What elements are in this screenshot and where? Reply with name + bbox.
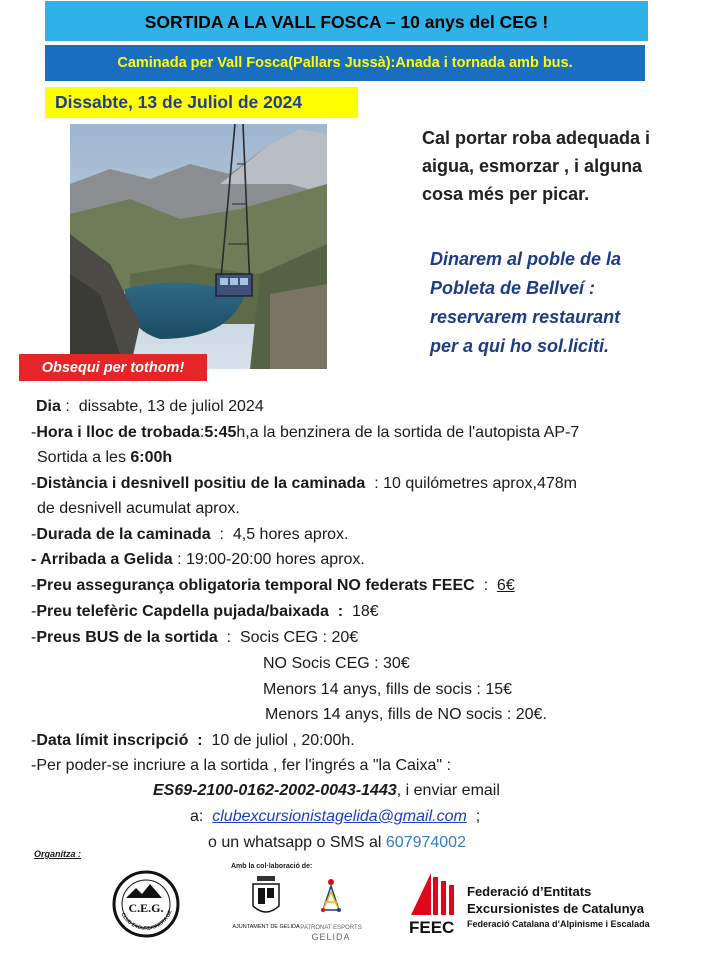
feec-line2: Excursionistes de Catalunya (467, 901, 645, 916)
email-suffix: , i enviar email (396, 782, 500, 799)
dia-value: dissabte, 13 de juliol 2024 (78, 398, 264, 415)
gelida-text: GELIDA (311, 932, 351, 942)
detail-sortida (37, 448, 172, 468)
bus-label: Preus BUS de la sortida (36, 629, 218, 646)
bring-line: aigua, esmorzar , i alguna (422, 156, 643, 176)
feec-line1: Federació d’Entitats (467, 884, 592, 899)
bus-price: NO Socis CEG : 30€ (263, 655, 410, 672)
sortida-time: 6:00h (130, 449, 173, 466)
detail-dia: Dia : dissabte, 13 de juliol 2024 (36, 398, 264, 415)
email-link[interactable]: clubexcursionistagelida@gmail.com (212, 808, 467, 825)
detail-durada: -Durada de la caminada : 4,5 hores aprox. (31, 526, 349, 543)
detail-limit: -Data límit inscripció : 10 de juliol , 20:00h. (31, 732, 355, 749)
detail-teleferic: -Preu telefèric Capdella pujada/baixada : 18€ (31, 603, 379, 620)
detail-distancia-2: de desnivell acumulat aprox. (37, 500, 240, 517)
cable-car-photo (70, 124, 327, 369)
hora-label: Hora i lloc de trobada (36, 424, 200, 441)
gift-banner: Obsequi per tothom! (19, 354, 207, 381)
detail-distancia: -Distància i desnivell positiu de la caminada : 10 quilómetres aprox,478m (31, 475, 577, 492)
bring-line: cosa més per picar. (422, 184, 590, 204)
teleferic-value: 18€ (352, 603, 379, 620)
organitza-label: Organitza : (34, 849, 82, 859)
lunch-line: Dinarem al poble de la (430, 249, 622, 269)
distancia-label: Distància i desnivell positiu de la caminada (36, 475, 366, 492)
collaboration-logos (227, 862, 367, 952)
lunch-line: reservarem restaurant (430, 307, 621, 327)
date-banner: Dissabte, 13 de Juliol de 2024 (45, 87, 358, 118)
detail-bus: -Preus BUS de la sortida : Socis CEG : 20€ (31, 629, 359, 646)
feec-logo (399, 859, 688, 947)
iban: ES69-2100-0162-2002-0043-1443 (153, 782, 397, 799)
hora-rest: h,a la benzinera de la sortida de l'autopista AP-7 (236, 424, 580, 441)
dia-label: Dia (36, 398, 61, 415)
bus-price: Menors 14 anys, fills de socis : 15€ (263, 681, 513, 698)
hora-time: 5:45 (204, 424, 237, 441)
detail-inscriure: -Per poder-se incriure a la sortida , fer l'ingrés a "la Caixa" : (31, 757, 451, 774)
phone-number[interactable]: 607974002 (385, 834, 466, 851)
durada-label: Durada de la caminada (36, 526, 211, 543)
limit-value: 10 de juliol , 20:00h. (211, 732, 355, 749)
feec-line3: Federació Catalana d’Alpinisme i Escalada (467, 919, 650, 929)
distancia-value: 10 quilómetres aprox,478m (383, 475, 577, 492)
lunch-line: Pobleta de Bellveí : (430, 278, 596, 298)
detail-hora: -Hora i lloc de trobada:5:45h,a la benzinera de la sortida de l'autopista AP-7 (31, 424, 580, 441)
detail-arribada: - Arribada a Gelida : 19:00-20:00 hores aprox. (31, 551, 365, 568)
bring-note (422, 124, 712, 208)
arribada-value: 19:00-20:00 hores aprox. (186, 551, 365, 568)
page-title: SORTIDA A LA VALL FOSCA – 10 anys del CEG ! (45, 1, 648, 41)
detail-whatsapp (208, 833, 466, 853)
feec-abbr: FEEC (409, 918, 455, 937)
sortida-text: Sortida a les (37, 449, 126, 466)
lunch-line: per a qui ho sol.liciti. (430, 336, 610, 356)
lunch-note (430, 245, 715, 361)
asseguranca-label: Preu assegurança obligatoria temporal NO federats FEEC (36, 577, 475, 594)
asseguranca-value: 6€ (496, 577, 515, 594)
arribada-label: - Arribada a Gelida (31, 551, 173, 568)
detail-email: a: clubexcursionistagelida@gmail.com ; (190, 808, 481, 825)
limit-label: Data límit inscripció (36, 732, 189, 749)
detail-iban (153, 781, 500, 801)
bring-line: Cal portar roba adequada i (422, 128, 651, 148)
ajuntament-text: AJUNTAMENT DE GELIDA (232, 924, 300, 930)
whatsapp-text: o un whatsapp o SMS al (208, 834, 382, 851)
collaboration-label: Amb la col·laboració de: (231, 863, 313, 870)
detail-asseguranca: -Preu assegurança obligatoria temporal NO federats FEEC : 6€ (31, 577, 515, 594)
patronat-text: PATRONAT ESPORTS (300, 925, 362, 931)
ceg-logo (106, 864, 186, 944)
ceg-logo-text: C.E.G. (128, 901, 164, 915)
email-prefix: a: (190, 808, 204, 825)
teleferic-label: Preu telefèric Capdella pujada/baixada (36, 603, 329, 620)
bus-price: Socis CEG : 20€ (239, 629, 359, 646)
ceg-ring-text: CLUB EXCURSIONISTA GE (119, 909, 174, 932)
subtitle-banner: Caminada per Vall Fosca(Pallars Jussà):Anada i tornada amb bus. (45, 45, 645, 81)
bus-price: Menors 14 anys, fills de NO socis : 20€. (265, 706, 547, 723)
durada-value: 4,5 hores aprox. (232, 526, 349, 543)
